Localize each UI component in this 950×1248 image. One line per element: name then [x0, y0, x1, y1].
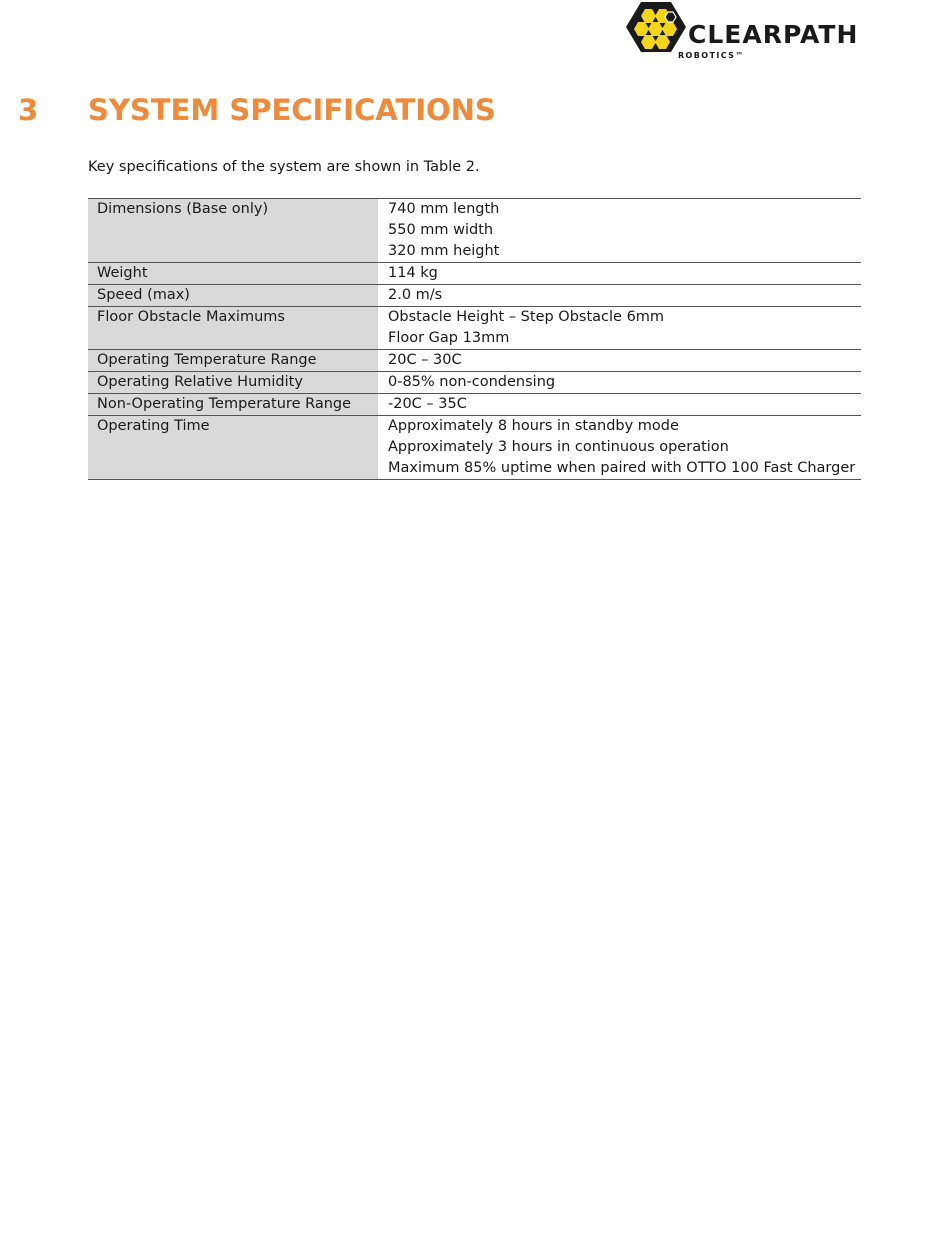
spec-value: Floor Gap 13mm	[388, 330, 510, 346]
spec-value-cell	[378, 372, 861, 394]
spec-row	[88, 285, 861, 307]
spec-label: Dimensions (Base only)	[88, 199, 378, 263]
intro-paragraph: Key specifications of the system are shown in Table 2.	[88, 159, 480, 175]
spec-value-cell	[378, 307, 861, 350]
hexagon-cluster-icon	[626, 0, 688, 56]
specifications-table	[88, 198, 861, 480]
logo-wordmark: CLEARPATH	[688, 20, 859, 49]
spec-value: Obstacle Height – Step Obstacle 6mm	[388, 309, 665, 325]
spec-value: 20C – 30C	[388, 352, 462, 368]
spec-row	[88, 307, 861, 350]
spec-label: Speed (max)	[88, 285, 378, 307]
spec-value: 320 mm height	[388, 243, 500, 259]
spec-row	[88, 350, 861, 372]
spec-value: Maximum 85% uptime when paired with OTTO 100 Fast Charger	[388, 460, 856, 476]
spec-label: Operating Relative Humidity	[88, 372, 378, 394]
spec-label: Operating Time	[88, 416, 378, 480]
spec-value-cell	[378, 285, 861, 307]
spec-value: 740 mm length	[388, 201, 500, 217]
spec-row	[88, 416, 861, 480]
spec-row	[88, 372, 861, 394]
spec-label: Floor Obstacle Maximums	[88, 307, 378, 350]
spec-value-cell	[378, 350, 861, 372]
spec-row	[88, 199, 861, 263]
section-title: SYSTEM SPECIFICATIONS	[88, 93, 496, 127]
spec-label: Weight	[88, 263, 378, 285]
spec-value: Approximately 3 hours in continuous operation	[388, 439, 729, 455]
spec-label: Operating Temperature Range	[88, 350, 378, 372]
section-heading	[18, 93, 496, 128]
spec-value-cell	[378, 416, 861, 480]
spec-row	[88, 263, 861, 285]
section-number: 3	[18, 93, 39, 127]
spec-value: -20C – 35C	[388, 396, 467, 412]
logo-subtitle: ROBOTICS™	[678, 51, 745, 60]
spec-value: 550 mm width	[388, 222, 494, 238]
spec-value: Approximately 8 hours in standby mode	[388, 418, 679, 434]
spec-value-cell	[378, 394, 861, 416]
spec-value: 0-85% non-condensing	[388, 374, 556, 390]
spec-value: 114 kg	[388, 265, 438, 281]
spec-value-cell	[378, 199, 861, 263]
spec-value-cell	[378, 263, 861, 285]
spec-label: Non-Operating Temperature Range	[88, 394, 378, 416]
spec-value: 2.0 m/s	[388, 287, 443, 303]
spec-row	[88, 394, 861, 416]
clearpath-logo	[626, 0, 866, 64]
